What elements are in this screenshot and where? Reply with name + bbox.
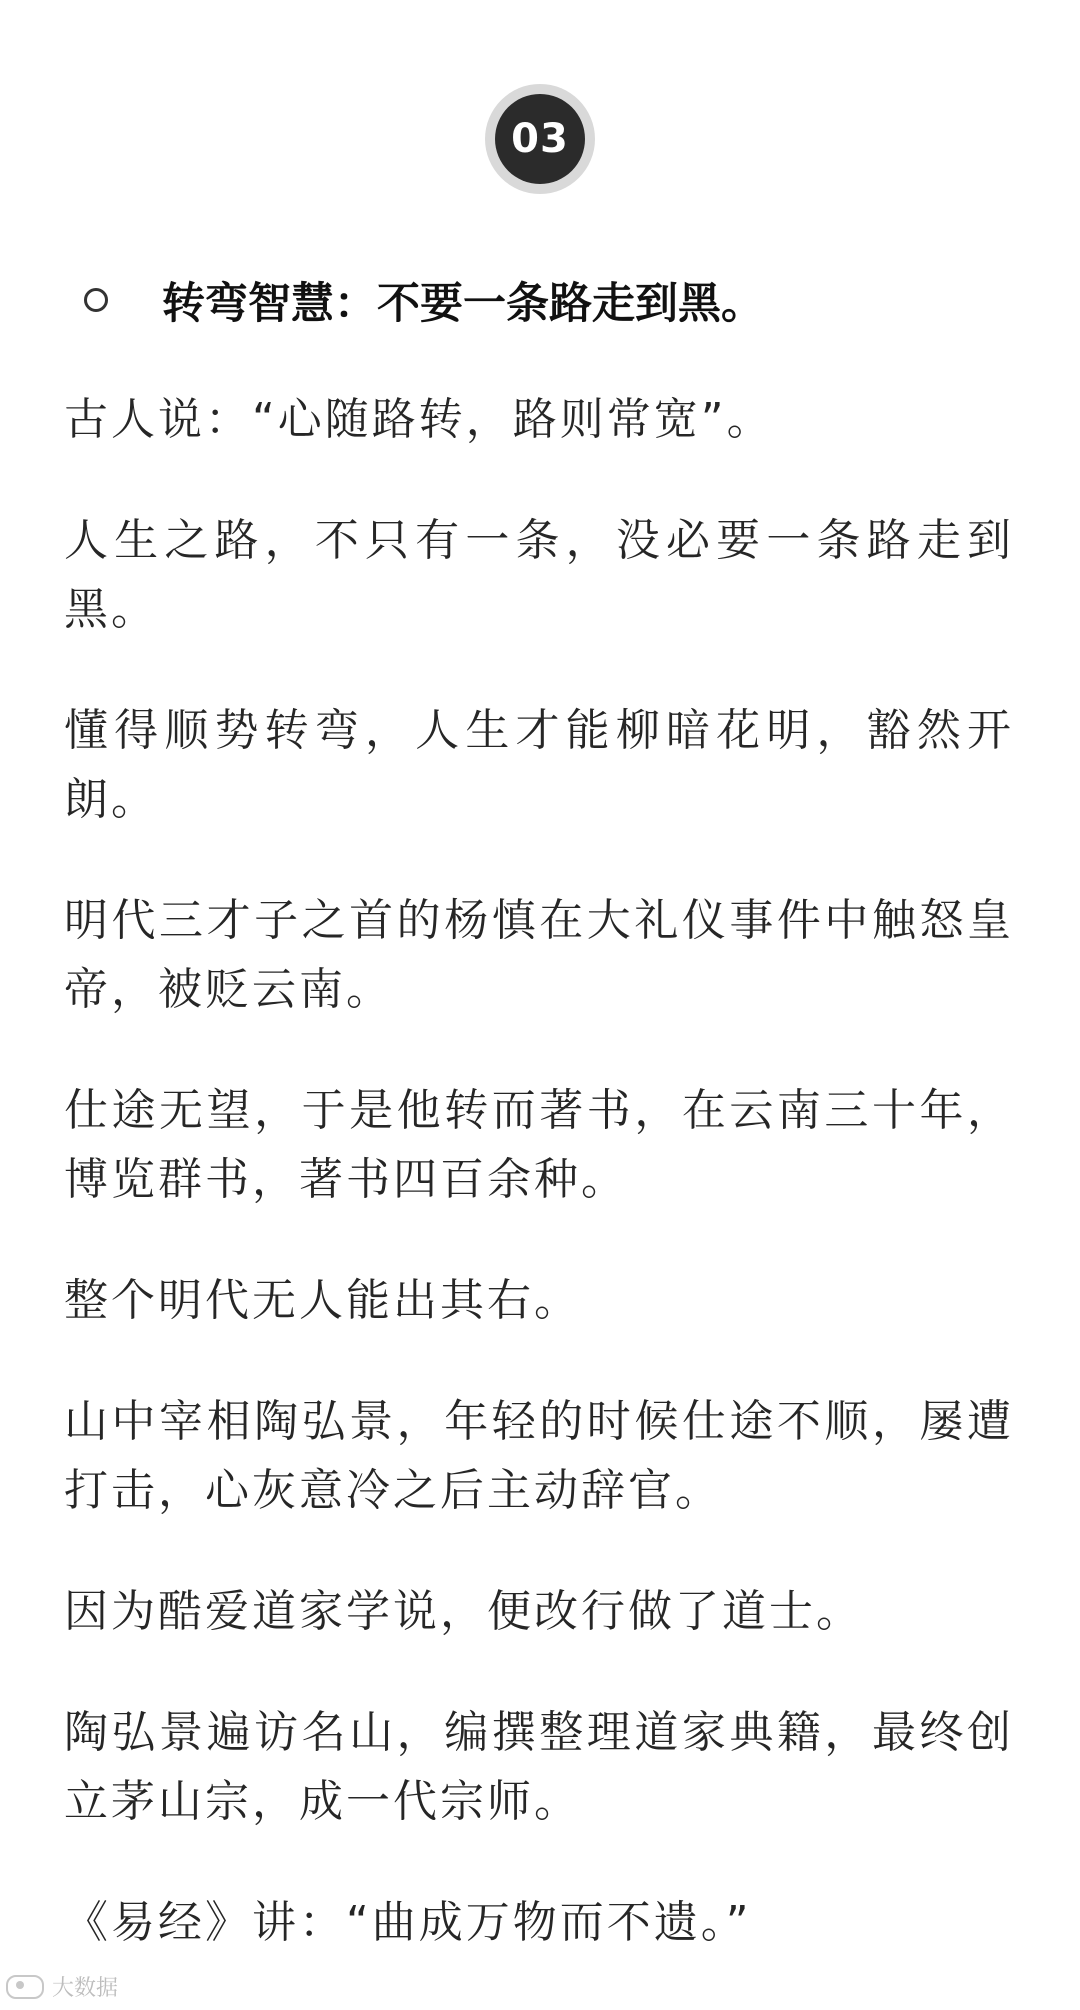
paragraph: 因为酷爱道家学说，便改行做了道士。 xyxy=(64,1586,863,1637)
article-body xyxy=(64,385,1014,2009)
section-heading xyxy=(84,265,1044,335)
logo-icon xyxy=(6,1975,44,1999)
circle-bullet-icon xyxy=(84,288,108,312)
paragraph: 整个明代无人能出其右。 xyxy=(64,1275,581,1326)
paragraph: 古人说：“心随路转，路则常宽”。 xyxy=(64,394,774,445)
paragraph: 懂得顺势转弯，人生才能柳暗花明，豁然开朗。 xyxy=(64,705,1014,825)
paragraph: 陶弘景遍访名山，编撰整理道家典籍，最终创立茅山宗，成一代宗师。 xyxy=(64,1707,1014,1827)
paragraph: 人生之路，不只有一条，没必要一条路走到黑。 xyxy=(64,515,1014,635)
watermark xyxy=(6,1971,118,2002)
section-number: 03 xyxy=(495,94,585,184)
paragraph: 仕途无望，于是他转而著书，在云南三十年，博览群书，著书四百余种。 xyxy=(64,1085,1014,1205)
section-number-badge xyxy=(485,84,595,194)
paragraph: 明代三才子之首的杨慎在大礼仪事件中触怒皇帝，被贬云南。 xyxy=(64,895,1014,1015)
paragraph: 山中宰相陶弘景，年轻的时候仕途不顺，屡遭打击，心灰意冷之后主动辞官。 xyxy=(64,1396,1014,1516)
watermark-text: 大数据 xyxy=(52,1976,119,2001)
heading-text: 转弯智慧：不要一条路走到黑。 xyxy=(162,278,764,329)
paragraph: 《易经》讲：“曲成万物而不遗。” xyxy=(64,1897,752,1948)
